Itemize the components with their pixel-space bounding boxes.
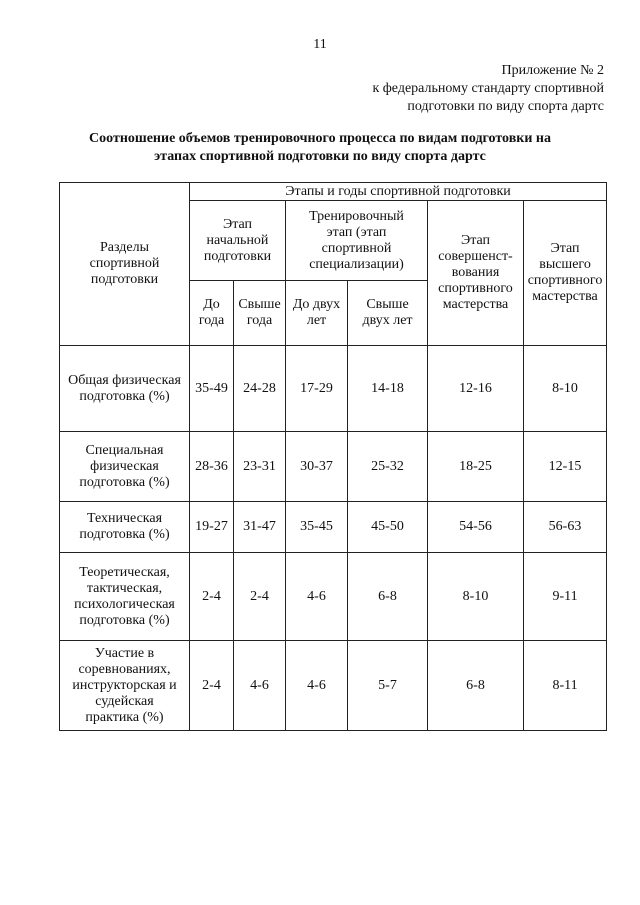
stage-header-cell: Этап высшего спортивного мастерства [524,201,607,346]
stage-header-cell: Тренировочный этап (этап спортивной специализации) [286,201,428,281]
table-row [60,346,607,432]
value-cell: 35-49 [190,346,234,432]
document-title [40,130,600,166]
value-cell: 54-56 [428,502,524,553]
appendix-line: подготовки по виду спорта дартс [407,99,604,114]
group-header-cell: Этапы и годы спортивной подготовки [190,183,607,201]
table-row [60,432,607,502]
value-cell: 4-6 [286,641,348,731]
value-cell: 2-4 [190,641,234,731]
subcolumn-header-cell: Свыше года [234,281,286,346]
value-cell: 17-29 [286,346,348,432]
value-cell: 14-18 [348,346,428,432]
value-cell: 6-8 [428,641,524,731]
table-row [60,641,607,731]
value-cell: 6-8 [348,553,428,641]
value-cell: 45-50 [348,502,428,553]
value-cell: 19-27 [190,502,234,553]
table-row [60,502,607,553]
appendix-line: к федеральному стандарту спортивной [372,81,604,96]
value-cell: 35-45 [286,502,348,553]
row-label-cell: Техническая подготовка (%) [60,502,190,553]
row-header-cell: Разделы спортивной подготовки [60,183,190,346]
value-cell: 31-47 [234,502,286,553]
stage-header-cell: Этап начальной подготовки [190,201,286,281]
value-cell: 8-10 [524,346,607,432]
value-cell: 5-7 [348,641,428,731]
subcolumn-header-cell: Свыше двух лет [348,281,428,346]
page-number: 11 [313,37,327,52]
subcolumn-header-cell: До двух лет [286,281,348,346]
value-cell: 2-4 [234,553,286,641]
appendix-line: Приложение № 2 [501,63,604,78]
row-label-cell: Общая физическая подготовка (%) [60,346,190,432]
value-cell: 18-25 [428,432,524,502]
value-cell: 12-15 [524,432,607,502]
title-line: Соотношение объемов тренировочного процесса по видам подготовки на [89,131,551,146]
table-row [60,553,607,641]
title-line: этапах спортивной подготовки по виду спорта дартс [154,149,486,164]
value-cell: 28-36 [190,432,234,502]
row-label-cell: Специальная физическая подготовка (%) [60,432,190,502]
value-cell: 56-63 [524,502,607,553]
value-cell: 8-11 [524,641,607,731]
training-volume-table [59,182,607,731]
appendix-header [372,62,604,116]
value-cell: 4-6 [234,641,286,731]
row-label-cell: Участие в соревнованиях, инструкторская и судейская практика (%) [60,641,190,731]
value-cell: 30-37 [286,432,348,502]
value-cell: 12-16 [428,346,524,432]
value-cell: 2-4 [190,553,234,641]
subcolumn-header-cell: До года [190,281,234,346]
value-cell: 8-10 [428,553,524,641]
value-cell: 25-32 [348,432,428,502]
value-cell: 24-28 [234,346,286,432]
value-cell: 4-6 [286,553,348,641]
value-cell: 23-31 [234,432,286,502]
row-label-cell: Теоретическая, тактическая, психологическая подготовка (%) [60,553,190,641]
value-cell: 9-11 [524,553,607,641]
stage-header-cell: Этап совершенст- вования спортивного мастерства [428,201,524,346]
